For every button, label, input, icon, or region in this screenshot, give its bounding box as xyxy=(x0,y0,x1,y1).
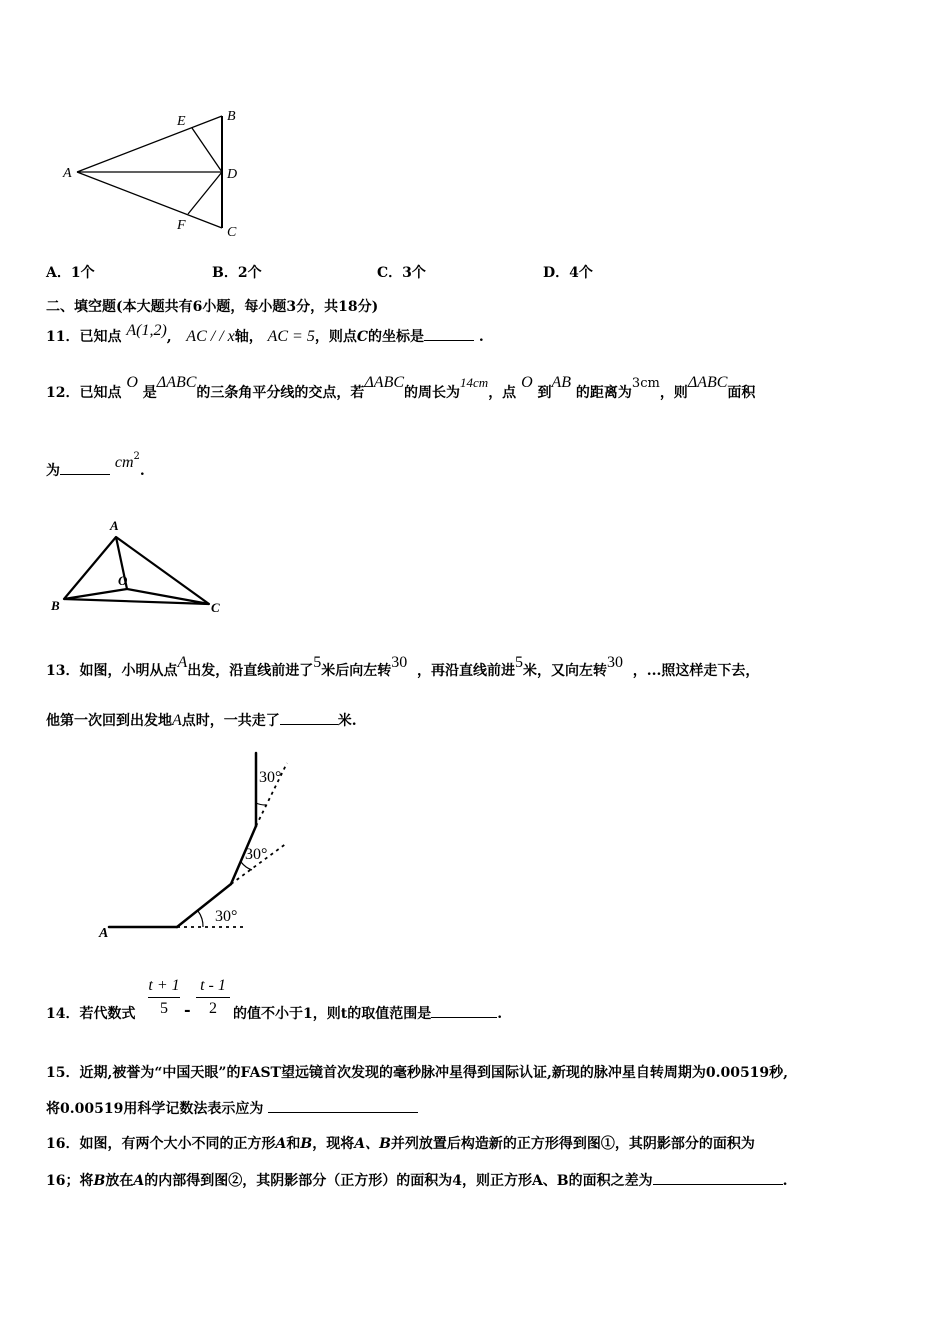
q14-minus: - xyxy=(184,1000,191,1019)
choice-a[interactable]: A．1个 xyxy=(46,265,95,281)
q14-answer-blank[interactable] xyxy=(431,1017,497,1018)
q11-answer-blank[interactable] xyxy=(424,340,474,341)
section-title: 二、填空题(本大题共有6小题，每小题3分，共18分) xyxy=(46,299,379,315)
label-D: D xyxy=(227,167,238,182)
angle-label-1: 30° xyxy=(215,908,238,925)
choice-b[interactable]: B．2个 xyxy=(212,265,262,281)
question-11: 11．已知点 A(1,2), AC / / x轴， AC = 5，则点C的坐标是 . xyxy=(46,322,484,345)
question-12-line-1: 12．已知点 O 是ΔABC的三条角平分线的交点，若ΔABC的周长为14cm，点 O 到AB 的距离为3cm，则ΔABC面积 xyxy=(46,374,756,401)
label-A: A xyxy=(110,518,119,533)
walking-path-figure xyxy=(95,745,295,945)
label-A: A xyxy=(99,926,109,941)
label-C: C xyxy=(227,225,237,240)
choice-c[interactable]: C．3个 xyxy=(377,265,426,281)
q14-fraction-2: t - 1 2 xyxy=(196,977,230,1018)
question-13-line-2: 他第一次回到出发地A点时，一共走了 米. xyxy=(46,712,357,729)
question-16-line-2: 16；将B放在A的内部得到图②，其阴影部分（正方形）的面积为4，则正方形A、B的面积之差为 . xyxy=(46,1173,788,1189)
label-O: O xyxy=(118,573,128,588)
question-16-line-1: 16．如图，有两个大小不同的正方形A和B，现将A、B并列放置后构造新的正方形得到图①，其阴影部分的面积为 xyxy=(46,1136,755,1152)
question-14-tail: 的值不小于1，则t的取值范围是 . xyxy=(233,1006,503,1022)
label-E: E xyxy=(177,114,186,129)
q13-answer-blank[interactable] xyxy=(280,724,338,725)
label-B: B xyxy=(227,109,236,124)
question-14: 14．若代数式 xyxy=(46,1006,136,1022)
label-C: C xyxy=(211,600,220,615)
label-B: B xyxy=(51,598,60,613)
q14-fraction-1: t + 1 5 xyxy=(148,977,180,1017)
question-12-line-2: 为 $cm^2$. xyxy=(46,451,145,479)
q12-answer-blank[interactable] xyxy=(60,474,110,475)
question-15-line-1: 15．近期,被誉为“中国天眼”的FAST望远镜首次发现的毫秒脉冲星得到国际认证,新现的脉冲星自转周期为0.00519秒, xyxy=(46,1065,789,1081)
label-A: A xyxy=(63,166,72,181)
angle-label-2: 30° xyxy=(245,846,268,863)
label-F: F xyxy=(177,218,186,233)
q15-answer-blank[interactable] xyxy=(268,1112,418,1113)
angle-label-3: 30° xyxy=(259,769,282,786)
question-15-line-2: 将0.00519用科学记数法表示应为 xyxy=(46,1098,418,1118)
triangle-figure-1 xyxy=(55,100,255,245)
q16-answer-blank[interactable] xyxy=(653,1184,783,1185)
choice-d[interactable]: D．4个 xyxy=(543,265,593,281)
triangle-figure-2 xyxy=(45,515,235,620)
question-13-line-1: 13．如图，小明从点A出发，沿直线前进了5米后向左转30 ，再沿直线前进5米，又向左转30 ，...照这样走下去， xyxy=(46,654,760,679)
